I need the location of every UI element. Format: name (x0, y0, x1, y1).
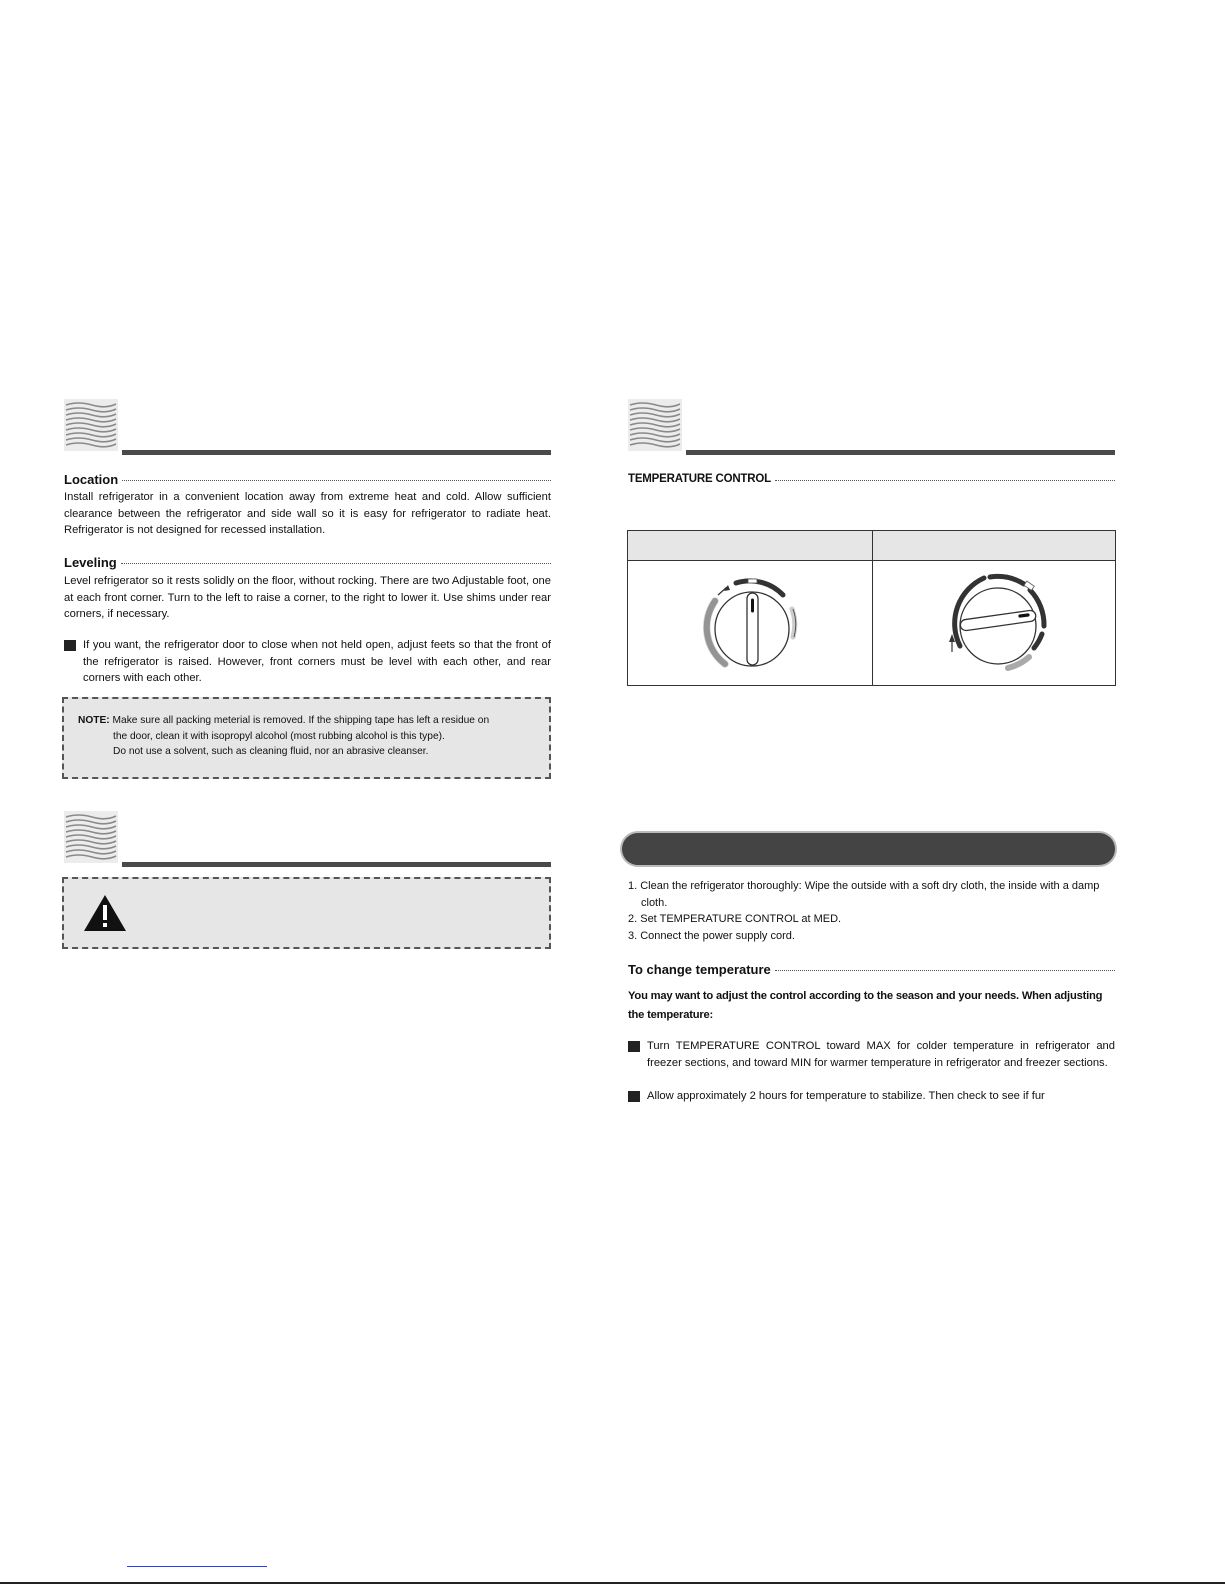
freezer-dial-icon[interactable] (934, 568, 1054, 678)
section-banner (622, 833, 1115, 865)
warning-triangle-icon (82, 893, 128, 933)
change-temperature-bullet: Turn TEMPERATURE CONTROL toward MAX for colder temperature in refrigerator and freezer sections, and toward MIN for warmer temperature in refrigerator and freezer sections. (628, 1038, 1115, 1071)
footer-link-underline[interactable] (127, 1566, 267, 1567)
section-header-installation (64, 399, 551, 455)
refrigerator-dial-cell (628, 561, 872, 685)
bullet-square-icon (64, 640, 76, 651)
change-temperature-lead: You may want to adjust the control according to the season and your needs. When adjusting the temperature: (628, 990, 1103, 1021)
list-item: 1. Clean the refrigerator thoroughly: Wipe the outside with a soft dry cloth, the inside with a damp cloth. (628, 880, 1100, 909)
section-header-warning (64, 811, 551, 867)
table-header-refrigerator (628, 531, 872, 560)
leveling-bullet: If you want, the refrigerator door to close when not held open, adjust feets so that the front of the refrigerator is raised. However, front corners must be level with each other, and rear corners with each other. (64, 637, 551, 687)
freezer-dial-cell (872, 561, 1115, 685)
list-item: 3. Connect the power supply cord. (628, 929, 795, 942)
note-box: NOTE: Make sure all packing meterial is removed. If the shipping tape has left a residue on the door, clean it with isopropyl alcohol (most rubbing alcohol is this type). Do not use a solvent, such as cleaning fluid, nor an abrasive cleanser. (62, 697, 551, 779)
temperature-control-heading: TEMPERATURE CONTROL (628, 470, 1115, 488)
footer-rule (0, 1582, 1225, 1584)
section-rule (686, 450, 1115, 455)
table-header-freezer (872, 531, 1115, 560)
section-rule (122, 450, 551, 455)
section-stripes-icon (64, 399, 118, 451)
change-temperature-bullet: Allow approximately 2 hours for temperature to stabilize. Then check to see if fur (628, 1088, 1115, 1105)
table-body-row (628, 561, 1115, 685)
leveling-body: Level refrigerator so it rests solidly on the floor, without rocking. There are two Adjustable foot, one at each front corner. Turn to the left to raise a corner, to the right to lower it. Use shims under rear corners, if necessary. (64, 575, 551, 620)
bullet-square-icon (628, 1091, 640, 1102)
change-temperature-heading: To change temperature (628, 960, 1115, 978)
section-rule (122, 862, 551, 867)
bullet-square-icon (628, 1041, 640, 1052)
location-body: Install refrigerator in a convenient location away from extreme heat and cold. Allow sufficient clearance between the refrigerator and side wall so it is easy for refrigerator to radiate heat. Refrigerator is not designed for recessed installation. (64, 491, 551, 536)
section-header-operation (628, 399, 1115, 455)
refrigerator-dial-icon[interactable] (695, 571, 805, 675)
leveling-heading: Leveling (64, 553, 551, 571)
section-stripes-icon (64, 811, 118, 863)
location-heading: Location (64, 470, 551, 488)
temperature-control-table (627, 530, 1116, 686)
list-item: 2. Set TEMPERATURE CONTROL at MED. (628, 913, 842, 925)
section-stripes-icon (628, 399, 682, 451)
table-header-row (628, 531, 1115, 561)
setup-steps (628, 878, 1115, 944)
warning-box (62, 877, 551, 949)
